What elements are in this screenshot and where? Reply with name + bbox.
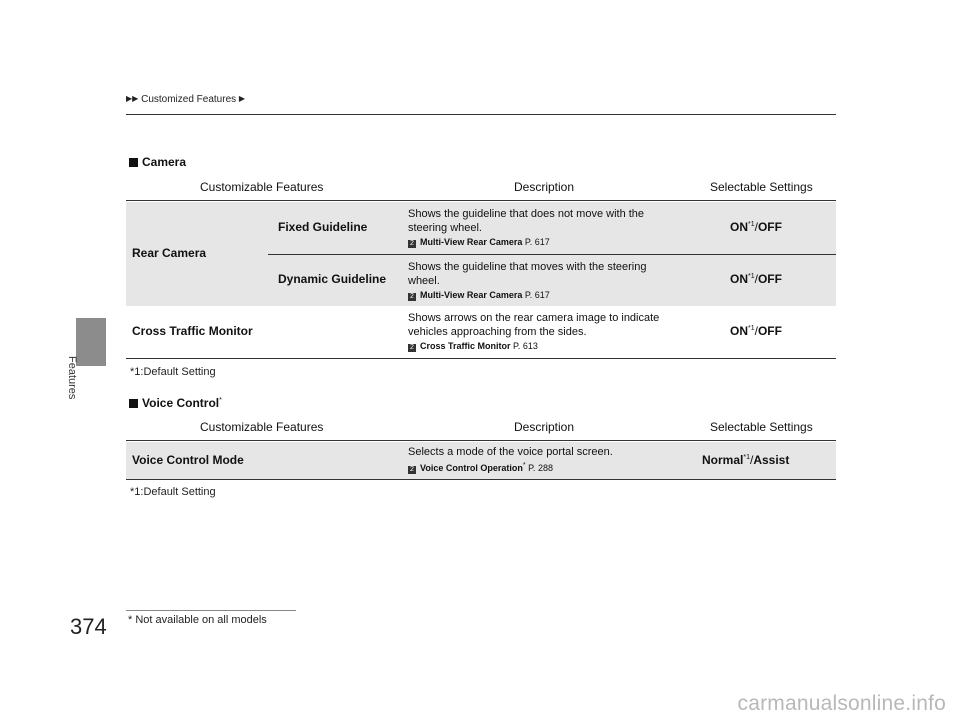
description-text: Shows the guideline that moves with the steering wheel. [408,261,647,287]
reference-page: P. 613 [513,341,538,351]
camera-default-note: *1:Default Setting [130,366,216,378]
section-side-label: Features [66,356,78,400]
feature-name: Fixed Guideline [278,220,368,234]
header-features: Customizable Features [200,180,324,194]
camera-table-header [126,175,836,201]
header-description: Description [514,180,575,194]
reference-arrow-icon: 2 [408,344,416,352]
setting-separator: / [754,220,758,234]
setting-alternative: OFF [757,272,782,286]
description-text: Selects a mode of the voice portal screen. [408,446,613,458]
camera-section-title [129,155,186,169]
reference-title: Multi-View Rear Camera [420,290,523,300]
header-features: Customizable Features [200,420,324,434]
camera-title-text: Camera [142,155,187,169]
reference-arrow-icon: 2 [408,240,416,248]
reference-arrow-icon: 2 [408,293,416,301]
feature-name: Cross Traffic Monitor [132,324,253,338]
footer-note: * Not available on all models [128,614,267,626]
page-reference[interactable] [408,339,678,353]
setting-footnote: *1 [748,273,755,280]
setting-default: ON [730,324,748,338]
feature-description [408,311,678,353]
setting-separator: / [754,324,758,338]
breadcrumb [126,94,245,105]
voice-title-text: Voice Control [142,396,220,410]
reference-page: P. 288 [528,463,553,473]
header-settings: Selectable Settings [710,420,813,434]
breadcrumb-trail-arrow-icon: ▶ [238,94,246,103]
breadcrumb-text[interactable]: Customized Features [141,94,237,105]
watermark-logo: carmanualsonline.info [737,692,946,715]
header-divider [126,114,836,115]
setting-default: Normal [702,453,744,467]
feature-name: Voice Control Mode [132,453,244,467]
reference-title: Multi-View Rear Camera [420,237,523,247]
setting-alternative: OFF [757,324,782,338]
breadcrumb-arrows-icon: ▶▶ [126,94,139,103]
rear-camera-group-label: Rear Camera [132,246,207,260]
setting-footnote: *1 [748,325,755,332]
reference-page: P. 617 [524,237,550,247]
setting-separator: / [749,453,754,467]
page-reference[interactable] [408,235,678,249]
reference-arrow-icon: 2 [408,466,416,474]
section-side-tab [76,318,106,366]
reference-page: P. 617 [524,290,550,300]
header-description: Description [514,420,575,434]
reference-title: Cross Traffic Monitor [420,341,511,351]
setting-alternative: Assist [753,453,790,467]
voice-table [126,415,836,480]
selectable-settings [702,453,789,467]
setting-separator: / [754,272,758,286]
feature-description [408,445,708,475]
footer-divider [126,610,296,611]
reference-footnote: * [522,462,526,469]
voice-title-footnote: * [219,397,222,404]
description-text: Shows arrows on the rear camera image to indicate vehicles approaching from the sides. [408,312,660,338]
section-bullet-icon [129,399,138,408]
setting-default: ON [730,272,748,286]
voice-default-note: *1:Default Setting [130,486,216,498]
setting-alternative: OFF [757,220,782,234]
selectable-settings [730,220,782,234]
table-row [126,255,836,306]
page-number: 374 [70,614,107,639]
feature-description [408,207,678,249]
table-row [126,202,836,254]
rear-camera-group [126,202,836,306]
section-bullet-icon [129,158,138,167]
setting-footnote: *1 [743,454,750,461]
header-settings: Selectable Settings [710,180,813,194]
setting-footnote: *1 [748,221,755,228]
feature-name: Dynamic Guideline [278,272,387,286]
selectable-settings [730,272,782,286]
setting-default: ON [730,220,748,234]
table-row [126,306,836,359]
page-reference[interactable] [408,459,708,475]
voice-section-title [129,396,222,410]
voice-table-header [126,415,836,441]
selectable-settings [730,324,782,338]
table-row [126,442,836,480]
feature-description [408,260,678,302]
camera-table [126,175,836,359]
description-text: Shows the guideline that does not move with the steering wheel. [408,208,645,234]
page-reference[interactable] [408,288,678,302]
reference-title: Voice Control Operation [420,463,523,473]
